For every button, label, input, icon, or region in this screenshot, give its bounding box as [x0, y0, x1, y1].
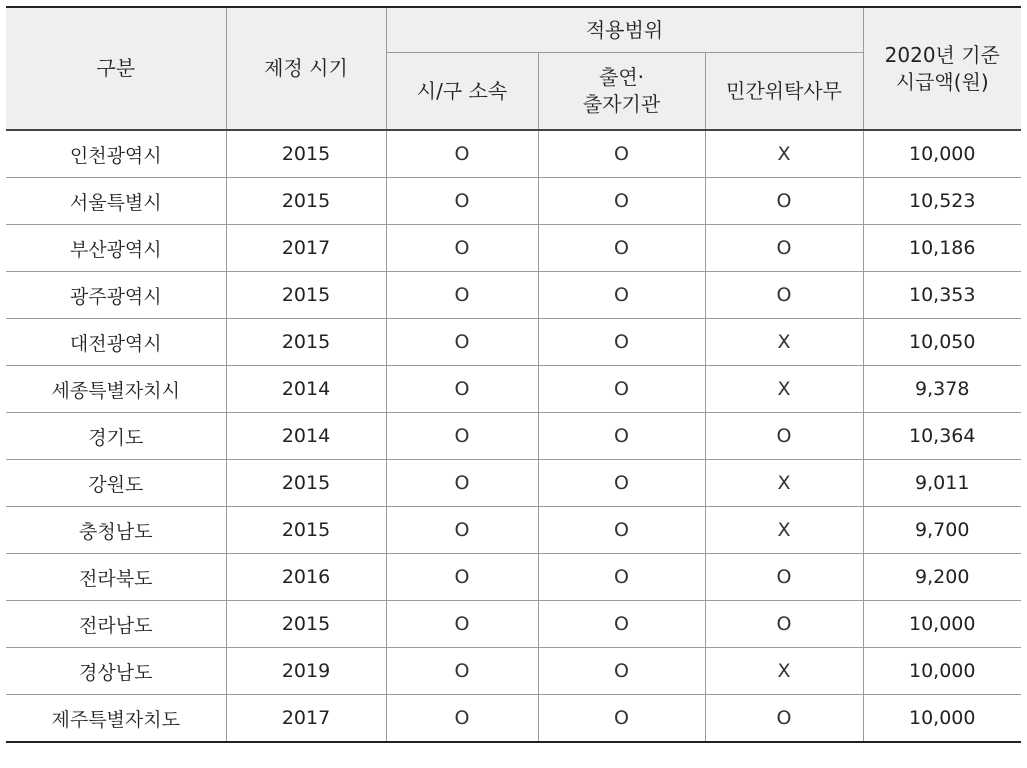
cell-region: 인천광역시	[6, 130, 226, 178]
living-wage-table-container	[6, 6, 1021, 743]
cell-region: 강원도	[6, 460, 226, 507]
cell-scope-private: O	[705, 554, 863, 601]
cell-wage: 10,186	[863, 225, 1021, 272]
cell-scope-agency: O	[538, 319, 705, 366]
cell-scope-city: O	[386, 178, 538, 225]
table-row	[6, 507, 1021, 554]
cell-region: 전라북도	[6, 554, 226, 601]
cell-region: 광주광역시	[6, 272, 226, 319]
cell-scope-city: O	[386, 319, 538, 366]
cell-year: 2015	[226, 178, 386, 225]
table-row	[6, 319, 1021, 366]
cell-scope-agency: O	[538, 554, 705, 601]
cell-year: 2015	[226, 319, 386, 366]
cell-scope-agency: O	[538, 225, 705, 272]
header-scope-city: 시/구 소속	[386, 53, 538, 131]
table-row	[6, 413, 1021, 460]
cell-scope-private: O	[705, 601, 863, 648]
cell-region: 경기도	[6, 413, 226, 460]
cell-year: 2014	[226, 366, 386, 413]
cell-scope-agency: O	[538, 695, 705, 743]
cell-scope-private: X	[705, 460, 863, 507]
table-row	[6, 366, 1021, 413]
header-scope-agency-text: 출연· 출자기관	[582, 65, 661, 116]
cell-year: 2017	[226, 225, 386, 272]
cell-region: 서울특별시	[6, 178, 226, 225]
cell-scope-agency: O	[538, 648, 705, 695]
cell-scope-city: O	[386, 130, 538, 178]
table-row	[6, 554, 1021, 601]
cell-scope-agency: O	[538, 272, 705, 319]
table-row	[6, 460, 1021, 507]
table-row	[6, 695, 1021, 743]
cell-scope-private: O	[705, 225, 863, 272]
cell-year: 2015	[226, 272, 386, 319]
cell-scope-private: O	[705, 413, 863, 460]
living-wage-table	[6, 6, 1021, 743]
cell-scope-private: O	[705, 695, 863, 743]
header-wage-text: 2020년 기준 시급액(원)	[884, 42, 1000, 94]
cell-year: 2015	[226, 460, 386, 507]
cell-scope-private: X	[705, 319, 863, 366]
cell-scope-city: O	[386, 554, 538, 601]
cell-wage: 9,011	[863, 460, 1021, 507]
cell-scope-private: O	[705, 272, 863, 319]
cell-scope-city: O	[386, 366, 538, 413]
cell-wage: 10,000	[863, 648, 1021, 695]
cell-year: 2016	[226, 554, 386, 601]
table-body	[6, 130, 1021, 742]
table-row	[6, 272, 1021, 319]
cell-year: 2015	[226, 601, 386, 648]
cell-scope-city: O	[386, 272, 538, 319]
table-row	[6, 648, 1021, 695]
cell-scope-agency: O	[538, 507, 705, 554]
cell-scope-private: O	[705, 178, 863, 225]
cell-region: 충청남도	[6, 507, 226, 554]
header-scope: 적용범위	[386, 7, 863, 53]
header-enacted: 제정 시기	[226, 7, 386, 130]
cell-scope-city: O	[386, 460, 538, 507]
cell-scope-agency: O	[538, 601, 705, 648]
header-scope-private: 민간위탁사무	[705, 53, 863, 131]
cell-scope-city: O	[386, 413, 538, 460]
table-row	[6, 225, 1021, 272]
cell-wage: 10,000	[863, 695, 1021, 743]
cell-wage: 9,200	[863, 554, 1021, 601]
cell-scope-agency: O	[538, 130, 705, 178]
header-scope-agency	[538, 53, 705, 131]
table-row	[6, 130, 1021, 178]
cell-scope-private: X	[705, 366, 863, 413]
cell-wage: 10,000	[863, 601, 1021, 648]
cell-scope-agency: O	[538, 366, 705, 413]
cell-scope-city: O	[386, 507, 538, 554]
cell-wage: 10,050	[863, 319, 1021, 366]
cell-region: 부산광역시	[6, 225, 226, 272]
table-row	[6, 178, 1021, 225]
table-header	[6, 7, 1021, 130]
table-row	[6, 601, 1021, 648]
cell-year: 2015	[226, 507, 386, 554]
cell-scope-city: O	[386, 695, 538, 743]
cell-scope-private: X	[705, 507, 863, 554]
cell-year: 2017	[226, 695, 386, 743]
cell-region: 대전광역시	[6, 319, 226, 366]
cell-wage: 9,378	[863, 366, 1021, 413]
header-category: 구분	[6, 7, 226, 130]
cell-scope-agency: O	[538, 460, 705, 507]
cell-scope-city: O	[386, 601, 538, 648]
cell-year: 2019	[226, 648, 386, 695]
cell-wage: 10,000	[863, 130, 1021, 178]
cell-scope-private: X	[705, 130, 863, 178]
cell-scope-city: O	[386, 225, 538, 272]
cell-region: 제주특별자치도	[6, 695, 226, 743]
cell-wage: 10,364	[863, 413, 1021, 460]
cell-wage: 10,523	[863, 178, 1021, 225]
cell-scope-private: X	[705, 648, 863, 695]
header-wage	[863, 7, 1021, 130]
cell-year: 2015	[226, 130, 386, 178]
cell-year: 2014	[226, 413, 386, 460]
cell-region: 경상남도	[6, 648, 226, 695]
cell-scope-agency: O	[538, 178, 705, 225]
cell-region: 전라남도	[6, 601, 226, 648]
cell-wage: 9,700	[863, 507, 1021, 554]
cell-wage: 10,353	[863, 272, 1021, 319]
cell-scope-city: O	[386, 648, 538, 695]
cell-region: 세종특별자치시	[6, 366, 226, 413]
cell-scope-agency: O	[538, 413, 705, 460]
